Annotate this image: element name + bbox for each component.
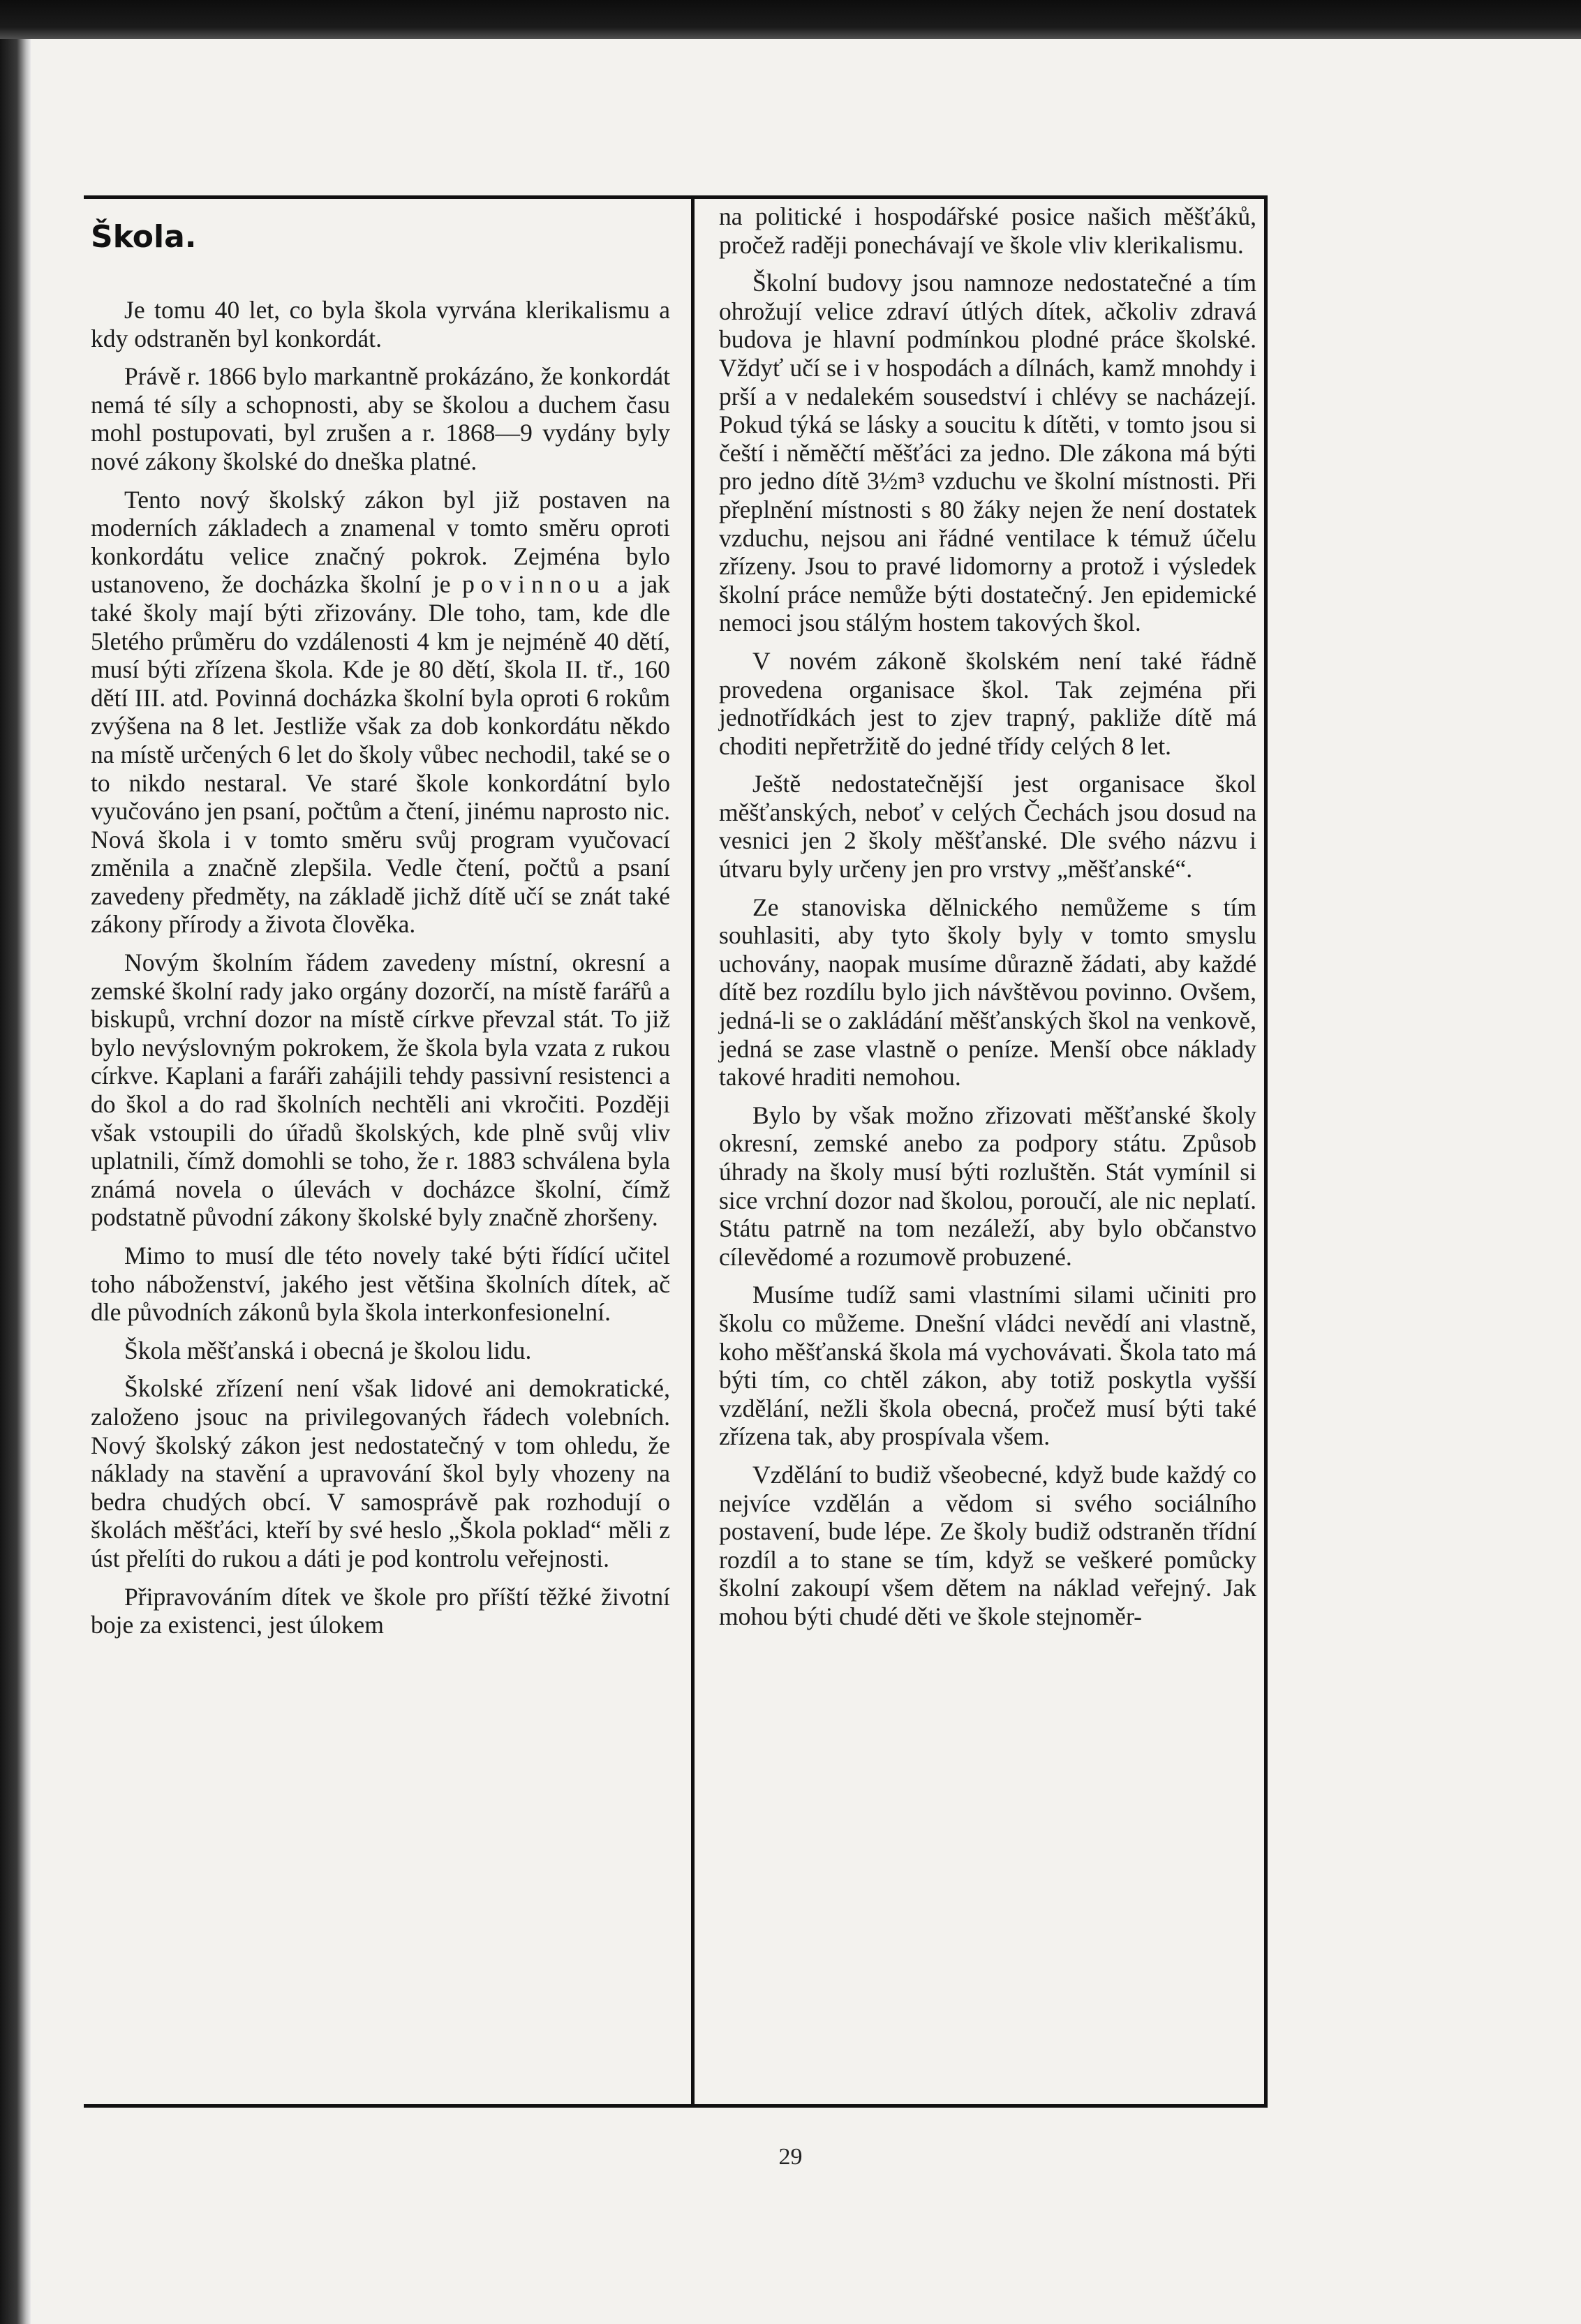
paragraph: Škola měšťanská i obecná je školou lidu. (124, 1336, 532, 1364)
scan-edge-top (0, 0, 1581, 39)
paragraph (91, 486, 670, 939)
scan-edge-left (0, 0, 31, 2324)
spaced-emphasis: povinnou (462, 570, 606, 599)
paragraph-text: a jak také školy mají býti zřizovány. Dle toho, tam, kde dle 5letého průměru do vzdálenosti 4 km je nejméně 40 dětí, musí býti zřízena škola. Kde je 80 dětí, škola II. tř., 160 dětí III. atd. Povinná docházka školní byla oproti 6 rokům zvýšena na 8 let. Jestliže však za dob konkordátu někdo na místě určených 6 let do školy vůbec nechodil, také se o to nikdo nestaral. Ve staré škole konkordátní bylo vyučováno jen psaní, počtům a čtení, jinému naprosto nic. Nová škola i v tomto směru svůj program vyučovací změnila a značně zlepšila. Vedle čtení, počtů a psaní zavedeny předměty, na základě jichž dítě učí se znát také zákony přírody a života člověka. (91, 570, 670, 939)
paragraph: Právě r. 1866 bylo markantně prokázáno, že konkordát nemá té síly a schopnosti, aby se školou a duchem času mohl postupovati, byl zrušen a r. 1868—9 vydány byly nové zákony školské do dneška platné. (91, 362, 670, 475)
paragraph-text: Tento nový školský zákon byl již postaven na moderních základech a znamenal v tomto směru oproti konkordátu velice značný pokrok. Zejména bylo ustanoveno, že docházka školní je (91, 485, 670, 599)
paragraph: Mimo to musí dle této novely také býti řídící učitel toho náboženství, jakého jest většina školních dítek, ač dle původních zákonů byla škola interkonfesionelní. (91, 1242, 670, 1327)
paragraph: Připravováním dítek ve škole pro příští těžké životní boje za existenci, jest úlokem (91, 1582, 670, 1639)
paragraph: Ze stanoviska dělnického nemůžeme s tím souhlasiti, aby tyto školy byly v tomto smyslu uchovány, naopak musíme důrazně žádati, aby každé dítě bez rozdílu bylo jich návštěvou povinno. Ovšem, jedná-li se o zakládání měšťanských škol na venkově, jedná se zase vlastně o peníze. Menší obce náklady takové hraditi nemohou. (719, 893, 1256, 1092)
column-divider (691, 195, 695, 2108)
paragraph: Vzdělání to budiž všeobecné, když bude každý co nejvíce vzdělán a vědom si svého sociálního postavení, bude lépe. Ze školy budiž odstraněn třídní rozdíl a to stane se tím, když se veškeré pomůcky školní zakoupí všem dětem na náklad veřejný. Jak mohou býti chudé děti ve škole stejnoměr- (719, 1460, 1256, 1630)
paragraph: Musíme tudíž sami vlastními silami učiniti pro školu co můžeme. Dnešní vládci nevědí ani vlastně, koho měšťanská škola má vychovávati. Škola tato má býti tím, co chtěl zákon, aby totiž poskytla vyšší vzdělání, nežli škola obecná, pročež musí býti také zřízena tak, aby prospívala všem. (719, 1281, 1256, 1451)
article-title: Škola. (91, 219, 197, 255)
paragraph: Novým školním řádem zavedeny místní, okresní a zemské školní rady jako orgány dozorčí, na místě farářů a biskupů, vrchní dozor na místě církve převzal stát. To již bylo nevýslovným pokrokem, že škola byla vzata z rukou církve. Kaplani a faráři zahájili tehdy passivní resistenci a do škol a do rad školních nechtěli ani vkročiti. Později však vstoupili do úřadů školských, kde plně svůj vliv uplatnili, čímž domohli se toho, že r. 1883 schválena byla známá novela o úlevách v docházce školní, čímž podstatně původní zákony školské byly značně zhoršeny. (91, 948, 670, 1232)
paragraph: V novém zákoně školském není také řádně provedena organisace škol. Tak zejména při jednotřídkách jest to zjev trapný, pakliže dítě má choditi nepřetržitě do jedné třídy celých 8 let. (719, 646, 1256, 760)
page-number: 29 (778, 2144, 803, 2170)
left-column (91, 202, 670, 1649)
paragraph: Školské zřízení není však lidové ani demokratické, založeno jsouc na privilegovaných řádech volebních. Nový školský zákon jest nedostatečný v tom ohledu, že náklady na stavění a upravování škol byly vhozeny na bedra chudých obcí. V samosprávě pak rozhodují o školách měšťáci, kteří by své heslo „Škola poklad“ měli z úst přelíti do rukou a dáti je pod kontrolu veřejnosti. (91, 1374, 670, 1572)
right-column (719, 202, 1256, 1641)
paragraph-continued: na politické i hospodářské posice našich měšťáků, pročež raději ponechávají ve škole vliv klerikalismu. (719, 202, 1256, 259)
paragraph: Školní budovy jsou namnoze nedostatečné a tím ohrožují velice zdraví útlých dítek, ačkoliv zdravá budova je hlavní podmínkou plodné práce školské. Vždyť učí se i v hospodách a dílnách, kamž mnohdy i prší a v nedalekém sousedství i chlévy se nacházejí. Pokud týká se lásky a soucitu k dítěti, v tomto jsou si čeští i něměčtí měšťáci za jedno. Dle zákona má býti pro jedno dítě 3½m³ vzduchu ve školní místnosti. Při přeplnění místnosti s 80 žáky nejen že není dostatek vzduchu, nejsou ani řádné ventilace k témuž účelu zřízeny. Jsou to pravé lidomorny a protož i výsledek školní práce nemůže býti dostatečný. Jen epidemické nemoci jsou stálým hostem takových škol. (719, 269, 1256, 637)
paragraph: Ještě nedostatečnější jest organisace škol měšťanských, neboť v celých Čechách jsou dosud na vesnici jen 2 školy měšťanské. Dle svého názvu i útvaru byly určeny jen pro vrstvy „měšťanské“. (719, 770, 1256, 884)
paragraph: Je tomu 40 let, co byla škola vyrvána klerikalismu a kdy odstraněn byl konkordát. (91, 296, 670, 352)
paragraph: Bylo by však možno zřizovati měšťanské školy okresní, zemské anebo za podpory státu. Způsob úhrady na školy musí býti rozluštěn. Stát vymínil si sice vrchní dozor nad školou, poroučí, ale nic neplatí. Státu patrně na tom nezáleží, aby bylo občanstvo cílevědomé a rozumově probuzené. (719, 1101, 1256, 1271)
